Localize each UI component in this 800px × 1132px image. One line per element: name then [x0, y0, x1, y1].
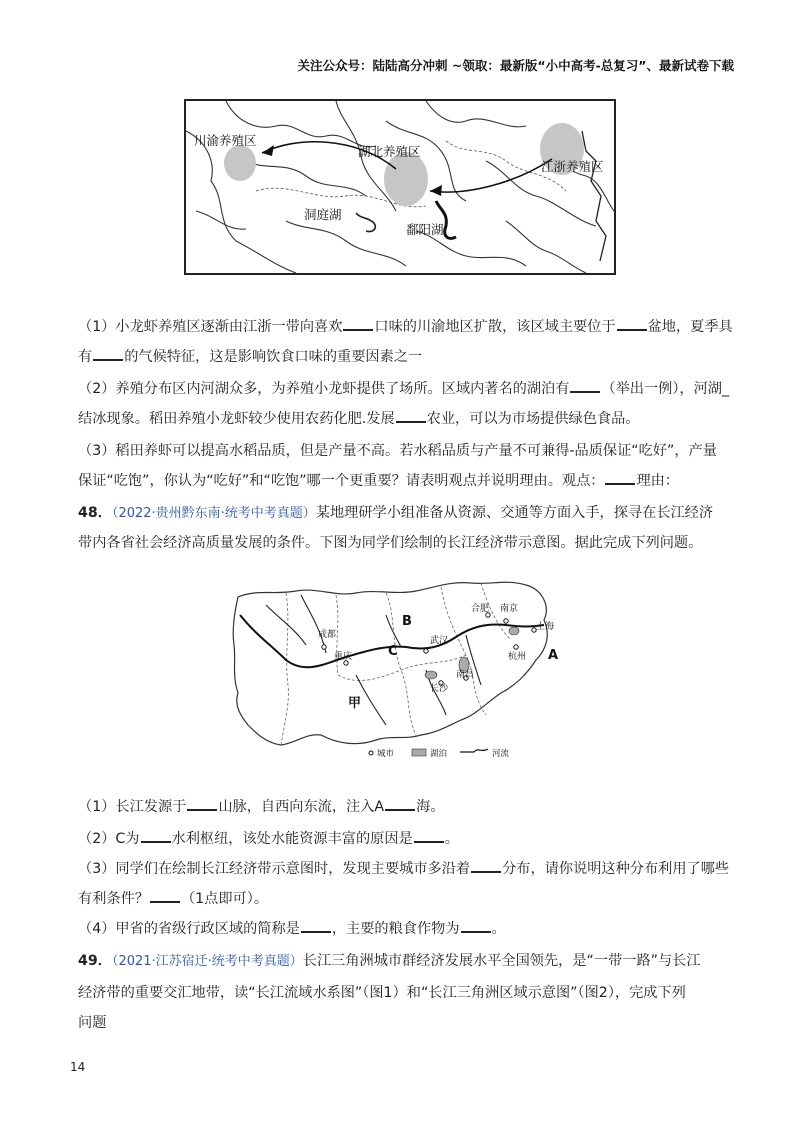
city-shanghai: 上海 — [536, 622, 555, 632]
page-header: 关注公众号：陆陆高分冲刺 ~领取：最新版“小中高考-总复习”、最新试卷下载 — [297, 58, 734, 73]
answer-blank[interactable] — [150, 889, 180, 903]
answer-blank[interactable] — [570, 379, 600, 393]
city-hefei: 合肥 — [471, 604, 490, 614]
q49-stem-line3: 问题 — [78, 1015, 107, 1031]
q48-part3-line1: （3）同学们在绘制长江经济带示意图时，发现主要城市多沿着 分布，请你说明这种分布利用了哪些 — [78, 861, 730, 877]
q47-part3-line2: 保证“吃饱”，你认为“吃好”和“吃饱”哪一个更重要？请表明观点并说明理由。观点： 理由： — [78, 473, 680, 489]
page-number: 14 — [70, 1060, 86, 1074]
label-hubei: 湖北养殖区 — [358, 144, 421, 159]
q48-stem-line1: 48．（2022·贵州黔东南·统考中考真题）某地理研学小组准备从资源、交通等方面入手，探寻在长江经济 — [78, 505, 714, 521]
answer-blank[interactable] — [461, 919, 491, 933]
answer-blank[interactable] — [414, 829, 444, 843]
map-legend — [369, 748, 510, 759]
answer-blank[interactable] — [93, 347, 123, 361]
city-wuhan: 武汉 — [430, 636, 449, 646]
crayfish-map-svg — [186, 101, 614, 273]
city-hangzhou: 杭州 — [508, 652, 527, 662]
q48-part2: （2）C为 水利枢纽，该处水能资源丰富的原因是 。 — [78, 831, 459, 847]
question-number: 49． — [78, 953, 112, 969]
city-nanchang: 南昌 — [456, 670, 475, 680]
city-chengdu: 成都 — [318, 630, 337, 640]
q47-part1-line2: 有 的气候特征，这是影响饮食口味的重要因素之一 — [78, 349, 423, 365]
q48-part3-line2: 有利条件？ （1点即可）。 — [78, 891, 269, 907]
question-number: 48． — [78, 505, 112, 521]
label-poyang: 鄱阳湖 — [406, 222, 444, 237]
crayfish-farming-map — [184, 99, 616, 275]
lake-taihu — [509, 627, 519, 635]
hubei-zone — [384, 152, 428, 206]
question-source[interactable]: （2021·江苏宿迁·统考中考真题） — [111, 954, 303, 969]
answer-blank[interactable] — [301, 919, 331, 933]
q49-stem-line2: 经济带的重要交汇地带，读“长江流域水系图”（图1）和“长江三角洲区域示意图”（图2），完成下列 — [78, 985, 686, 1001]
answer-blank[interactable] — [471, 859, 501, 873]
q47-part2-line1: （2）养殖分布区内河湖众多，为养殖小龙虾提供了场所。区域内著名的湖泊有 （举出一例），河湖_ — [78, 381, 730, 397]
answer-blank[interactable] — [617, 317, 647, 331]
mark-b: B — [402, 614, 412, 629]
city-changsha: 长沙 — [430, 684, 449, 694]
q48-stem-line2: 带内各省社会经济高质量发展的条件。下图为同学们绘制的长江经济带示意图。据此完成下列问题。 — [78, 535, 703, 551]
legend-lake: 湖泊 — [430, 749, 448, 759]
q49-stem-line1: 49．（2021·江苏宿迁·统考中考真题）长江三角洲城市群经济发展水平全国领先，是“一带一路”与长江 — [78, 953, 701, 969]
answer-blank[interactable] — [141, 829, 171, 843]
chuanyu-zone — [224, 145, 256, 181]
yangtze-economic-belt-map — [226, 575, 570, 765]
mark-c: C — [388, 644, 398, 659]
answer-blank[interactable] — [385, 797, 415, 811]
legend-river: 河流 — [492, 749, 510, 759]
mark-a: A — [548, 648, 559, 663]
answer-blank[interactable] — [396, 409, 426, 423]
question-source[interactable]: （2022·贵州黔东南·统考中考真题） — [111, 506, 316, 521]
label-dongting: 洞庭湖 — [304, 207, 342, 222]
answer-blank[interactable] — [605, 471, 635, 485]
q47-part3-line1: （3）稻田养虾可以提高水稻品质，但是产量不高。若水稻品质与产量不可兼得-品质保证“吃好”，产量 — [78, 443, 717, 459]
label-jiangzhe: 江浙养殖区 — [541, 159, 604, 174]
legend-city: 城市 — [377, 749, 395, 759]
lake-dongting — [425, 671, 437, 679]
label-chuanyu: 川渝养殖区 — [194, 133, 257, 148]
city-nanjing: 南京 — [500, 604, 519, 614]
q47-part2-line2: 结冰现象。稻田养殖小龙虾较少使用农药化肥.发展 农业，可以为市场提供绿色食品。 — [78, 411, 640, 427]
q47-part1-line1: （1）小龙虾养殖区逐渐由江浙一带向喜欢 口味的川渝地区扩散，该区域主要位于 盆地，夏季具 — [78, 319, 733, 335]
mark-jia: 甲 — [348, 696, 362, 711]
answer-blank[interactable] — [343, 317, 373, 331]
city-chongqing: 重庆 — [334, 652, 353, 662]
answer-blank[interactable] — [187, 797, 217, 811]
q48-part4: （4）甲省的省级行政区域的简称是 ，主要的粮食作物为 。 — [78, 921, 506, 937]
q48-part1: （1）长江发源于 山脉，自西向东流，注入A 海。 — [78, 799, 445, 815]
yangtze-map-svg — [226, 575, 570, 765]
